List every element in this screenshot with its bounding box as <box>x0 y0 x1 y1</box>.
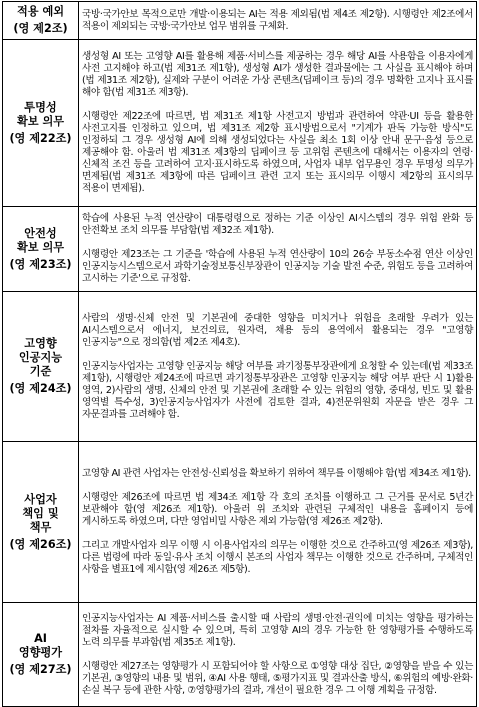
paragraph: 시행령안 제26조에 따르면 법 제34조 제1항 각 호의 조치를 이행하고 그 근거를 문서로 5년간 보관해야 함(영 제26조 제1항). 아울러 위 조치와 관련된 구체적인 내용을 홈페이지 등에 게시하도록 하였으며, 다만 영업비밀 사항은 제외 가능함(영 제26조 제2항). <box>82 492 473 527</box>
row-article-ref: (영 제24조) <box>9 382 72 395</box>
row-label: 적용 예외 <box>16 5 65 18</box>
row-article-ref: (영 제23조) <box>9 257 72 271</box>
row-content-cell <box>79 2 477 40</box>
row-label: 인공지능 <box>18 351 63 364</box>
paragraph: 학습에 사용된 누적 연산량이 대통령령으로 정하는 기준 이상인 AI시스템의 경우 위험 완화 등 안전확보 조치 의무를 부담함(법 제32조 제1항). <box>82 213 473 236</box>
paragraph: 생성형 AI 또는 고영향 AI를 활용해 제품·서비스를 제공하는 경우 해당 AI를 사용함을 이용자에게 사전 고지해야 하고(법 제31조 제1항), 생성형 AI가 생성한 결과물에는 그 사실을 표시해야 하며(법 제31조 제2항), 실제와 구분이 어려운 가상 콘텐츠(딥페이크 등)의 경우 명확한 고지나 표시를 해야 함(법 제31조 제3항). <box>82 51 473 98</box>
row-content-cell <box>79 207 477 292</box>
row-article-ref: (영 제26조) <box>9 537 72 551</box>
row-ai-impact-assessment <box>3 603 477 707</box>
regulation-table <box>2 1 477 707</box>
row-label: 투명성 <box>24 100 57 114</box>
row-label: 안전성 <box>24 226 57 240</box>
row-label: 기준 <box>29 365 52 378</box>
row-label-cell <box>3 442 79 603</box>
row-label-cell <box>3 2 79 40</box>
row-content-cell <box>79 292 477 442</box>
row-article-ref: (영 제2조) <box>13 22 68 35</box>
row-label: AI <box>34 632 47 645</box>
row-transparency-duty <box>3 40 477 207</box>
row-label: 책무 <box>29 520 52 534</box>
paragraph: 그리고 개발사업자 의무 이행 시 이용사업자의 의무는 이행한 것으로 간주하고(영 제26조 제3항), 다른 법령에 따라 동일·유사 조치 이행시 본조의 사업자 책무는 이행한 것으로 간주하며, 구체적인 사항을 별표1에 제시함(영 제26조 제5항). <box>82 540 473 575</box>
paragraph: 사람의 생명·신체 안전 및 기본권에 중대한 영향을 미치거나 위험을 초래할 우려가 있는 AI시스템으로서 에너지, 보건의료, 원자력, 채용 등의 용역에서 활용되는 경우 "고영향 인공지능"으로 정의함(법 제2조 제4호). <box>82 312 473 348</box>
paragraph: 인공지능사업자는 고영향 인공지능 해당 여부를 과기정통부장관에게 요청할 수 있는데(법 제33조 제1항), 시행령안 제24조에 따르면 과기정통부장관은 고영향 인공지능 해당 여부 판단 시 1)활용 영역, 2)사람의 생명, 신체의 안전 및 기본권에 초래할 수 있는 위험의 영향, 중대성, 빈도 및 활용 영역별 특수성, 3)인공지능사업자가 사전에 검토한 결과, 4)전문위원회 자문을 받은 경우 그 자문결과를 고려해야 함. <box>82 360 473 420</box>
row-application-exception <box>3 2 477 40</box>
row-content-cell <box>79 40 477 207</box>
row-operator-responsibility <box>3 442 477 603</box>
paragraph: 인공지능사업자는 AI 제품·서비스를 출시할 때 사람의 생명·안전·권익에 미치는 영향을 평가하는 절차를 자율적으로 실시할 수 있으며, 특히 고영향 AI의 경우 가능한 한 영향평가를 수행하도록 노력 의무를 부과함(법 제35조 제1항). <box>82 612 473 648</box>
paragraph: 국방·국가안보 목적으로만 개발·이용되는 AI는 적용 제외됨(법 제4조 제2항). 시행령안 제2조에서 적용이 제외되는 국방·국가안보 업무 범위를 구체화. <box>82 8 473 32</box>
row-label: 책임 및 <box>22 506 59 520</box>
paragraph: 고영향 AI 관련 사업자는 안전성·신뢰성을 확보하기 위하여 책무를 이행해야 함(법 제34조 제1항). <box>82 468 471 479</box>
row-label: 확보 의무 <box>16 114 65 128</box>
row-high-impact-criteria <box>3 292 477 442</box>
row-content-cell <box>79 603 477 707</box>
row-content-cell <box>79 442 477 603</box>
row-label-cell <box>3 603 79 707</box>
row-safety-duty <box>3 207 477 292</box>
row-label: 확보 의무 <box>16 240 65 254</box>
paragraph: 시행령안 제27조는 영향평가 시 포함되어야 할 사항으로 ①영향 대상 집단, ②영향을 받을 수 있는 기본권, ③영향의 내용 및 범위, ④AI 사용 행태, ⑤평가지표 및 결과산출 방식, ⑥위험의 예방·완화·손실 복구 등에 관한 사항, ⑦영향평가의 결과, 개선이 필요한 경우 그 이행 계획을 규정함. <box>82 660 473 696</box>
paragraph: 시행령안 제22조에 따르면, 법 제31조 제1항 사전고지 방법과 관련하여 약관·UI 등을 활용한 사전고지를 인정하고 있으며, 법 제31조 제2항 표시방법으로서 "기계가 판독 가능한 방식"도 인정하되 그 경우 생성형 AI에 의해 생성되었다는 사실을 최소 1회 이상 안내 문구·음성 등으로 제공해야 함. 아울러 법 제31조 제3항의 딥페이크 등 고위험 콘텐츠에 대해서는 이용자의 연령·신체적 조건 등을 고려하여 고지·표시하도록 하였으며, 사업자 내부 업무용인 경우 투명성 의무가 면제됨(법 제31조 제3항에 따른 딥페이크 관련 고지 또는 표시의무 이행시 제2항의 표시의무 적용이 면제됨). <box>82 111 473 194</box>
row-article-ref: (영 제22조) <box>9 131 72 145</box>
row-label-cell <box>3 40 79 207</box>
paragraph: 시행령안 제23조는 그 기준을 '학습에 사용된 누적 연산량이 10의 26승 부동소수점 연산 이상인 인공지능시스템으로서 과학기술정보통신부장관이 인공지능 기술 발전 수준, 위험도 등을 고려하여 고시하는 기준'으로 규정함. <box>82 249 473 284</box>
row-label: 사업자 <box>24 492 57 506</box>
row-label-cell <box>3 207 79 292</box>
row-label-cell <box>3 292 79 442</box>
row-label: 영향평가 <box>18 646 63 659</box>
row-label: 고영향 <box>24 337 57 350</box>
row-article-ref: (영 제27조) <box>9 663 72 676</box>
